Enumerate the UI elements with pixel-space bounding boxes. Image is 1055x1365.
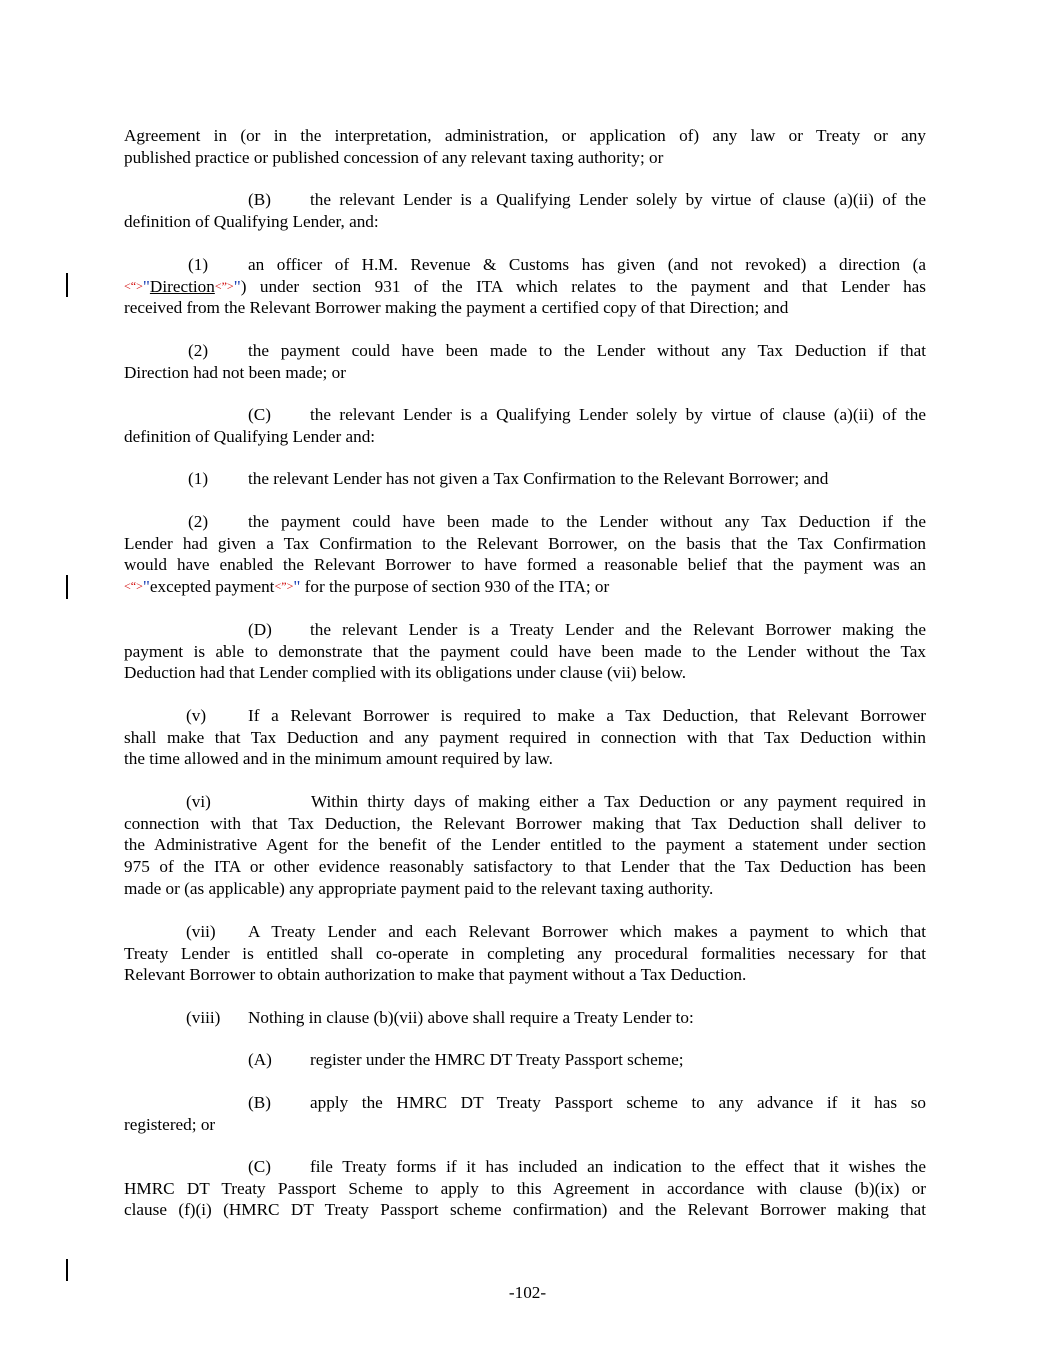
subclause-2-excepted-payment: (2) the payment could have been made to the Lender without any Tax Deduction if the Lender had given a Tax Confirmation to the Relevant Borrower, on the basis that the Tax Confirmation would have enabled the Relevant Borrower to have formed a reasonable belief that the payment was an <“>"excepted payment<”>" for the purpose of section 930 of the ITA; or [124,512,926,597]
clause-label: (C) [248,1157,271,1176]
paragraph-continuation: Agreement in (or in the interpretation, administration, or application of) any law or Treaty or any published practice or published concession of any relevant taxing authority; or [124,126,926,167]
clause-label: (2) [188,512,209,531]
subclause-2: (2) the payment could have been made to the Lender without any Tax Deduction if that Direction had not been made; or [124,341,926,382]
clause-B-passport: (B) apply the HMRC DT Treaty Passport scheme to any advance if it has so registered; or [124,1093,926,1134]
change-bar [66,1259,68,1281]
clause-vi: (vi) Within thirty days of making either a Tax Deduction or any payment required in connection with that Tax Deduction, the Relevant Borrower making that Tax Deduction shall deliver to the Administrative Agent for the benefit of the Lender entitled to the payment a statement under section 975 of the ITA or other evidence reasonably satisfactory to that Lender that the Tax Deduction has been made or (as applicable) any appropriate payment paid to the relevant taxing authority. [124,792,926,898]
subclause-1: (1) the relevant Lender has not given a Tax Confirmation to the Relevant Borrower; and [188,469,829,488]
clause-label: (2) [188,341,209,360]
clause-label: (B) [248,1093,271,1112]
defined-term: Direction [149,276,215,296]
clause-C: (C) the relevant Lender is a Qualifying Lender solely by virtue of clause (a)(ii) of the definition of Qualifying Lender and: [124,405,926,446]
clause-A: (A) register under the HMRC DT Treaty Passport scheme; [248,1050,684,1069]
clause-label: (1) [188,469,209,488]
change-marker: <”> [274,579,294,594]
clause-label: (vii) [186,922,216,941]
clause-C-treaty-forms: (C) file Treaty forms if it has included an indication to the effect that it wishes the HMRC DT Treaty Passport Scheme to apply to this Agreement in accordance with clause (b)(ix) or clause (f)(i) (HMRC DT Treaty Passport scheme confirmation) and the Relevant Borrower making that [124,1157,926,1220]
clause-label: (C) [248,405,271,424]
clause-D: (D) the relevant Lender is a Treaty Lender and the Relevant Borrower making the payment is able to demonstrate that the payment could have been made to the Lender without the Tax Deduction had that Lender complied with its obligations under clause (vii) below. [124,620,926,683]
change-bar [66,575,68,599]
clause-label: (viii) [186,1008,221,1027]
clause-viii: (viii) Nothing in clause (b)(vii) above shall require a Treaty Lender to: [186,1008,694,1027]
clause-B: (B) the relevant Lender is a Qualifying Lender solely by virtue of clause (a)(ii) of the definition of Qualifying Lender, and: [124,190,926,231]
clause-label: (vi) [186,792,211,811]
change-marker: <“> [124,278,143,293]
clause-label: (B) [248,190,271,209]
change-marker: <“> [124,579,143,594]
clause-label: (D) [248,620,272,639]
clause-v: (v) If a Relevant Borrower is required to make a Tax Deduction, that Relevant Borrower shall make that Tax Deduction and any payment required in connection with that Tax Deduction within the time allowed and in the minimum amount required by law. [124,706,926,769]
defined-term: excepted payment [149,577,275,597]
page-number: -102- [508,1283,547,1302]
change-marker: <”> [214,278,234,293]
clause-label: (1) [188,255,209,274]
clause-label: (v) [186,706,207,725]
clause-vii: (vii) A Treaty Lender and each Relevant Borrower which makes a payment to which that Treaty Lender is entitled shall co-operate in completing any procedural formalities necessary for that Relevant Borrower to obtain authorization to make that payment without a Tax Deduction. [124,922,926,985]
clause-label: (A) [248,1050,272,1069]
change-bar [66,273,68,297]
subclause-1-direction: (1) an officer of H.M. Revenue & Customs has given (and not revoked) a direction (a <“>"Direction<”>") under section 931 of the ITA which relates to the payment and that Lender has received from the Relevant Borrower making the payment a certified copy of that Direction; and [124,255,926,318]
